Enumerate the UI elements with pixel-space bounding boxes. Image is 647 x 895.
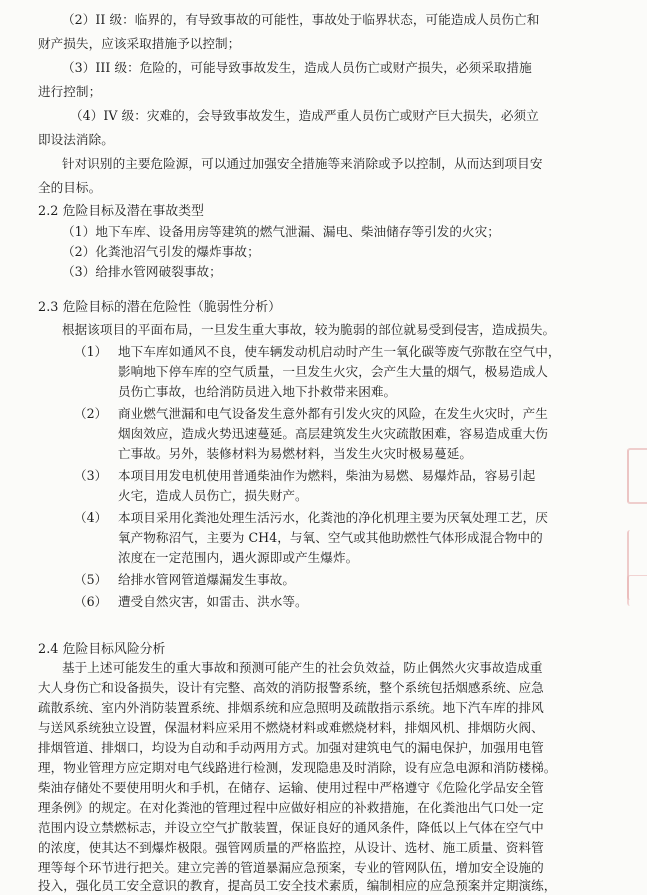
seal-stamp-fragment bbox=[627, 448, 647, 504]
risk-item-number: （4） bbox=[74, 510, 108, 525]
section-2-4-line: 理条例》的规定。在对化粪池的管理过程中应做好相应的补救措施，在化粪池出气口处一定 bbox=[38, 800, 544, 815]
section-2-4-line: 大人身伤亡和设备损失，设计有完整、高效的消防报警系统，整个系统包括烟感系统、应急 bbox=[38, 680, 544, 695]
section-2-4-line: 投入，强化员工安全意识的教育，提高员工安全技术素质，编制相应的应急预案并定期演练， bbox=[38, 878, 557, 893]
risk-item-number: （3） bbox=[74, 468, 108, 483]
level-2-line-1: （2）II 级：临界的，有导致事故的可能性，事故处于临界状态，可能造成人员伤亡和 bbox=[62, 12, 540, 27]
risk-item-line: 本项目用发电机使用普通柴油作为燃料，柴油为易燃、易爆炸品，容易引起 bbox=[118, 468, 536, 483]
section-2-2-item: （3）给排水管网破裂事故； bbox=[62, 264, 222, 279]
section-2-2-item: （2）化粪池沼气引发的爆炸事故； bbox=[62, 244, 260, 259]
section-2-2-heading: 2.2 危险目标及潜在事故类型 bbox=[38, 204, 204, 219]
section-2-2-item: （1）地下车库、设备用房等建筑的燃气泄漏、漏电、柴油储存等引发的火灾； bbox=[62, 224, 500, 239]
level-2-line-2: 财产损失，应该采取措施予以控制； bbox=[38, 36, 241, 51]
risk-item-line: 影响地下停车库的空气质量，一旦发生火灾，会产生大量的烟气，极易造成人 bbox=[118, 364, 548, 379]
section-2-4-line: 的浓度，使其达不到爆炸极限。强管网质量的严格监控，从设计、选材、施工质量、资料管 bbox=[38, 840, 544, 855]
risk-item-line: 地下车库如通风不良，使车辆发动机启动时产生一氧化碳等废气弥散在空气中， bbox=[118, 344, 561, 359]
summary-line-2: 全的目标。 bbox=[38, 180, 102, 195]
risk-item-line: 浓度在一定范围内，遇火源即或产生爆炸。 bbox=[118, 550, 359, 565]
risk-item-line: 烟囱效应，造成火势迅速蔓延。高层建筑发生火灾疏散困难，容易造成重大伤 bbox=[118, 426, 548, 441]
risk-item-line: 氧产物称沼气，主要为 CH4，与氧、空气或其他助燃性气体形成混合物中的 bbox=[118, 530, 543, 545]
section-2-4-line: 排烟管道、排烟口，均设为自动和手动两用方式。加强对建筑电气的漏电保护，加强用电管 bbox=[38, 740, 544, 755]
section-2-4-line: 理等每个环节进行把关。建立完善的管道暴漏应急预案，专业的管网队伍，增加安全设施的 bbox=[38, 860, 544, 875]
level-4-line-2: 即设法消除。 bbox=[38, 132, 114, 147]
risk-item-line: 火宅，造成人员伤亡，损失财产。 bbox=[118, 488, 308, 503]
section-2-4-line: 柴油存储处不要使用明火和手机，在储存、运输、使用过程中严格遵守《危险化学品安全管 bbox=[38, 780, 544, 795]
level-3-line-2: 进行控制； bbox=[38, 84, 102, 99]
risk-item-number: （1） bbox=[74, 344, 108, 359]
risk-item-line: 员伤亡事故，也给消防员进入地下扑救带来困难。 bbox=[118, 384, 397, 399]
summary-line-1: 针对识别的主要危险源，可以通过加强安全措施等来消除或予以控制，从而达到项目安 bbox=[62, 156, 543, 171]
section-2-3-intro: 根据该项目的平面布局，一旦发生重大事故，较为脆弱的部位就易受到侵害，造成损失。 bbox=[62, 322, 556, 337]
section-2-4-line: 疏散系统、室内外消防装置系统、排烟系统和应急照明及疏散指示系统。地下汽车库的排风 bbox=[38, 700, 544, 715]
risk-item-number: （6） bbox=[74, 594, 108, 609]
level-3-line-1: （3）III 级：危险的，可能导致事故发生，造成人员伤亡或财产损失，必须采取措施 bbox=[62, 60, 532, 75]
section-2-4-line: 理，物业管理方应定期对电气线路进行检测，发现隐患及时消除，设有应急电源和消防楼梯。 bbox=[38, 760, 557, 775]
section-2-4-heading: 2.4 危险目标风险分析 bbox=[38, 642, 166, 657]
risk-item-line: 商业燃气泄漏和电气设备发生意外都有引发火灾的风险，在发生火灾时，产生 bbox=[118, 406, 548, 421]
risk-item-line: 本项目采用化粪池处理生活污水，化粪池的净化机理主要为厌氧处理工艺，厌 bbox=[118, 510, 548, 525]
level-4-line-1: （4）IV 级：灾难的，会导致事故发生，造成严重人员伤亡或财产巨大损失，必须立 bbox=[70, 108, 539, 123]
risk-item-line: 遭受自然灾害，如雷击、洪水等。 bbox=[118, 594, 308, 609]
risk-item-line: 亡事故。另外，装修材料为易燃材料，当发生火灾时极易蔓延。 bbox=[118, 446, 473, 461]
section-2-3-heading: 2.3 危险目标的潜在危险性（脆弱性分析） bbox=[38, 300, 282, 315]
section-2-4-line: 范围内设立禁燃标志，并设立空气扩散装置，保证良好的通风条件，降低以上气体在空气中 bbox=[38, 820, 544, 835]
section-2-4-line: 与送风系统独立设置，保温材料应采用不燃烧材料或难燃烧材料，排烟风机、排烟防火阀、 bbox=[38, 720, 544, 735]
section-2-4-line: 基于上述可能发生的重大事故和预测可能产生的社会负效益，防止偶然火灾事故造成重 bbox=[62, 660, 543, 675]
risk-item-number: （5） bbox=[74, 572, 108, 587]
seal-stamp-fragment bbox=[627, 575, 647, 606]
risk-item-number: （2） bbox=[74, 406, 108, 421]
risk-item-line: 给排水管网管道爆漏发生事故。 bbox=[118, 572, 296, 587]
